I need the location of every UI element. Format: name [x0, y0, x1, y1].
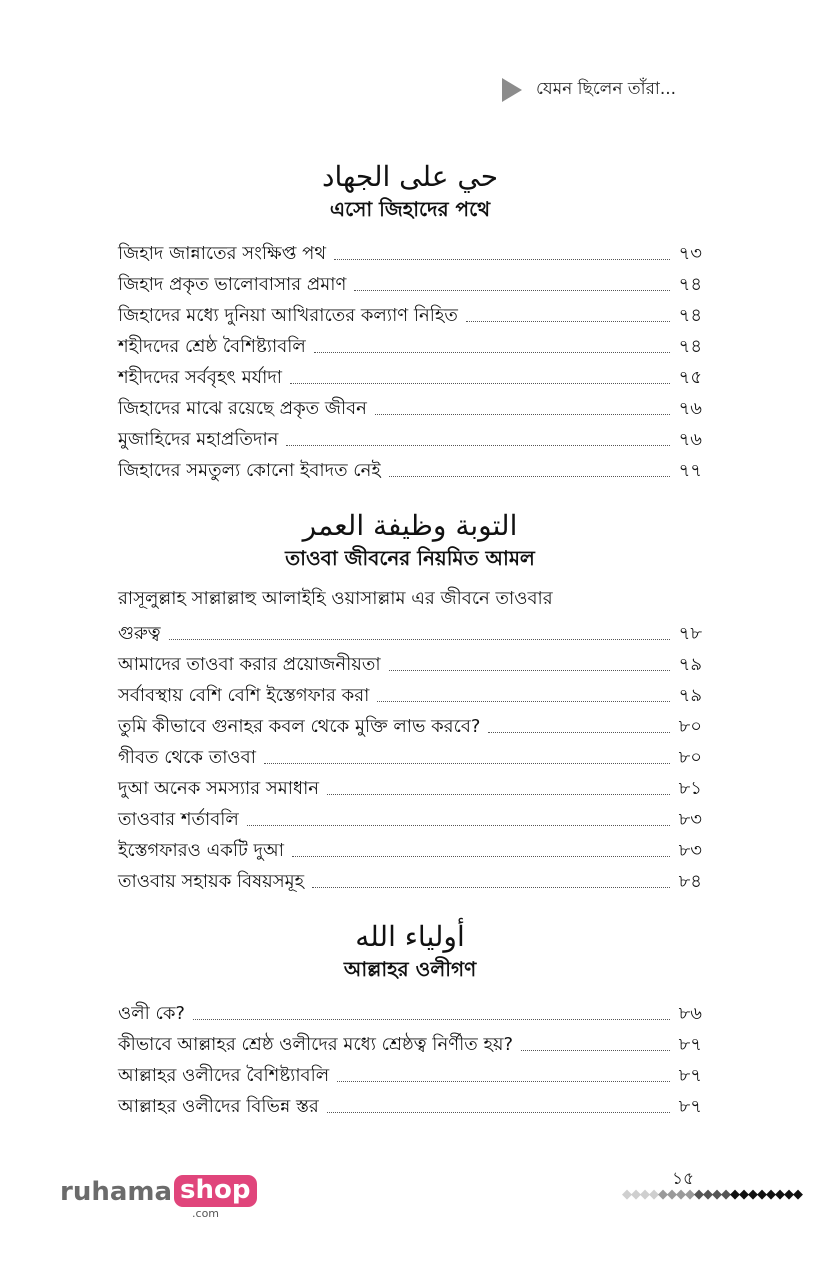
diamond-ornament-icon: ◆◆◆◆◆◆◆◆◆◆◆◆◆◆◆◆◆◆◆◆ [622, 1188, 802, 1202]
toc-entry-title: শহীদদের শ্রেষ্ঠ বৈশিষ্ট্যাবলি [118, 336, 306, 357]
dot-leader [169, 639, 670, 640]
toc-entry[interactable] [118, 420, 702, 451]
toc-entry[interactable] [118, 234, 702, 265]
logo-text-com: .com [192, 1207, 220, 1220]
toc-entry-title: জিহাদের মধ্যে দুনিয়া আখিরাতের কল্যাণ নিহিত [118, 305, 458, 326]
toc-entry-page: ৭৯ [678, 685, 702, 706]
dot-leader [354, 290, 670, 291]
toc-entry-title: জিহাদ প্রকৃত ভালোবাসার প্রমাণ [118, 274, 347, 295]
dot-leader [312, 887, 670, 888]
dot-leader [290, 383, 670, 384]
toc-entry[interactable] [118, 738, 702, 769]
ruhamashop-logo[interactable] [60, 1175, 257, 1220]
dot-leader [264, 763, 670, 764]
toc-entry-page: ৮০ [678, 716, 702, 737]
toc-list [118, 583, 702, 893]
toc-entry[interactable] [118, 707, 702, 738]
toc-entry-page: ৮৪ [678, 871, 702, 892]
toc-entry[interactable] [118, 645, 702, 676]
toc-entry[interactable] [118, 389, 702, 420]
dot-leader [488, 732, 670, 733]
toc-entry[interactable] [118, 358, 702, 389]
dot-leader [292, 856, 670, 857]
toc-entry[interactable] [118, 676, 702, 707]
toc-entry-page: ৭৪ [678, 274, 702, 295]
toc-entry-title: সর্বাবস্থায় বেশি বেশি ইস্তেগফার করা [118, 685, 370, 706]
toc-entry[interactable] [118, 1025, 702, 1056]
toc-entry[interactable] [118, 800, 702, 831]
toc-entry-title: ওলী কে? [118, 1003, 185, 1024]
toc-entry-page: ৮১ [678, 778, 702, 799]
toc-entry[interactable] [118, 327, 702, 358]
toc-entry-page: ৮৩ [678, 840, 702, 861]
dot-leader [247, 825, 670, 826]
toc-entry-title: দুআ অনেক সমস্যার সমাধান [118, 778, 320, 799]
toc-entry-page: ৭৮ [678, 623, 702, 644]
section-title: এসো জিহাদের পথে [329, 197, 491, 221]
toc-entry-page: ৮৭ [678, 1065, 702, 1086]
toc-entry[interactable] [118, 831, 702, 862]
toc-entry-page: ৭৯ [678, 654, 702, 675]
dot-leader [466, 321, 670, 322]
logo-shop-badge [174, 1175, 256, 1220]
running-header [502, 74, 802, 106]
dot-leader [337, 1081, 670, 1082]
toc-entry-page: ৮৩ [678, 809, 702, 830]
toc-entry-title: জিহাদের সমতুল্য কোনো ইবাদত নেই [118, 460, 381, 481]
toc-entry-page: ৭৪ [678, 336, 702, 357]
toc-entry-title: ইস্তেগফারও একটি দুআ [118, 840, 284, 861]
toc-entry-title: তুমি কীভাবে গুনাহর কবল থেকে মুক্তি লাভ করবে? [118, 716, 481, 737]
dot-leader [286, 445, 670, 446]
toc-entry-title: জিহাদ জান্নাতের সংক্ষিপ্ত পথ [118, 243, 327, 264]
toc-entry[interactable] [118, 451, 702, 482]
section-arabic-heading: أولياء الله [355, 920, 465, 953]
toc-entry-title-cont: গুরুত্ব [118, 623, 161, 644]
dot-leader [327, 794, 670, 795]
section-title: তাওবা জীবনের নিয়মিত আমল [285, 546, 535, 570]
toc-entry[interactable] [118, 769, 702, 800]
toc-entry-title: তাওবার শর্তাবলি [118, 809, 239, 830]
toc-entry-title: শহীদদের সর্ববৃহৎ মর্যাদা [118, 367, 283, 388]
toc-entry-title: আমাদের তাওবা করার প্রয়োজনীয়তা [118, 654, 381, 675]
toc-entry-title: রাসূলুল্লাহ সাল্লাল্লাহু আলাইহি ওয়াসাল্লাম এর জীবনে তাওবার [118, 588, 553, 609]
toc-list [118, 994, 702, 1118]
toc-entry-page: ৭৪ [678, 305, 702, 326]
toc-entry-page: ৮০ [678, 747, 702, 768]
section-arabic-heading: حي على الجهاد [321, 160, 499, 193]
toc-entry-page: ৮৬ [678, 1003, 702, 1024]
dot-leader [375, 414, 670, 415]
dot-leader [334, 259, 670, 260]
toc-entry-page: ৭৭ [678, 460, 702, 481]
toc-entry[interactable] [118, 1087, 702, 1118]
toc-entry-page: ৭৬ [678, 398, 702, 419]
dot-leader [389, 670, 670, 671]
toc-entry[interactable] [118, 1056, 702, 1087]
toc-entry-page: ৮৭ [678, 1034, 702, 1055]
logo-text-shop: shop [174, 1175, 256, 1207]
toc-section-tawbah [118, 509, 702, 893]
toc-entry[interactable] [118, 583, 702, 645]
toc-entry-page: ৭৬ [678, 429, 702, 450]
toc-entry[interactable] [118, 296, 702, 327]
dot-leader [377, 701, 670, 702]
running-title: যেমন ছিলেন তাঁরা... [536, 79, 677, 99]
toc-entry[interactable] [118, 994, 702, 1025]
dot-leader [327, 1112, 670, 1113]
toc-entry-title: আল্লাহর ওলীদের বিভিন্ন স্তর [118, 1096, 319, 1117]
dot-leader [314, 352, 670, 353]
triangle-marker-icon [502, 78, 522, 102]
toc-entry-title: জিহাদের মাঝে রয়েছে প্রকৃত জীবন [118, 398, 367, 419]
toc-entry-title: গীবত থেকে তাওবা [118, 747, 256, 768]
dot-leader [521, 1050, 670, 1051]
toc-entry-page: ৭৫ [678, 367, 702, 388]
toc-section-jihad [118, 160, 702, 482]
dot-leader [389, 476, 670, 477]
toc-entry-page: ৮৭ [678, 1096, 702, 1117]
logo-text-ruhama: ruhama [60, 1177, 173, 1207]
toc-entry-title: তাওবায় সহায়ক বিষয়সমূহ [118, 871, 305, 892]
toc-entry[interactable] [118, 862, 702, 893]
dot-leader [193, 1019, 670, 1020]
toc-entry-title: কীভাবে আল্লাহর শ্রেষ্ঠ ওলীদের মধ্যে শ্রেষ্ঠত্ব নির্ণীত হয়? [118, 1034, 514, 1055]
toc-entry[interactable] [118, 265, 702, 296]
section-arabic-heading: التوبة وظيفة العمر [302, 509, 518, 542]
toc-section-awliya [118, 920, 702, 1118]
toc-entry-title: মুজাহিদের মহাপ্রতিদান [118, 429, 279, 450]
toc-entry-continuation [118, 614, 702, 645]
toc-list [118, 234, 702, 482]
toc-entry-page: ৭৩ [678, 243, 702, 264]
toc-entry-title: আল্লাহর ওলীদের বৈশিষ্ট্যাবলি [118, 1065, 330, 1086]
section-title: আল্লাহর ওলীগণ [343, 957, 477, 981]
page-number: ১৫ [672, 1169, 695, 1189]
